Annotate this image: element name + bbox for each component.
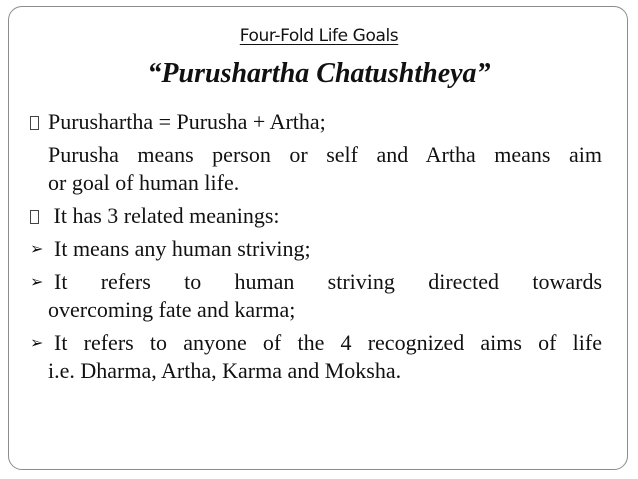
list-item (30, 329, 602, 385)
list-item (30, 268, 602, 324)
list-item (30, 235, 602, 263)
slide-title: Four-Fold Life Goals (239, 26, 399, 46)
list-item-text: It has 3 related meanings: (48, 203, 280, 228)
list-item-line: or goal of human life. (48, 170, 240, 195)
list-item (30, 108, 602, 136)
slide-body (30, 108, 602, 390)
slide-subtitle: “Purushartha Chatushtheya” (147, 58, 491, 89)
square-bullet-icon (30, 108, 48, 136)
arrow-bullet-icon: ➢ (30, 333, 44, 352)
list-item-line: It refers to anyone of the 4 recognized aims of life (54, 330, 602, 355)
arrow-bullet-icon: ➢ (30, 239, 44, 258)
list-item (30, 141, 602, 197)
list-item-line: overcoming fate and karma; (48, 297, 296, 322)
square-bullet-icon (30, 202, 48, 230)
list-item-text: Purushartha = Purusha + Artha; (48, 109, 326, 134)
list-item-line: It refers to human striving directed towards (54, 269, 602, 294)
arrow-bullet-icon: ➢ (30, 272, 44, 291)
list-item (30, 202, 602, 230)
list-item-line: Purusha means person or self and Artha means aim (48, 142, 602, 167)
list-item-text: It means any human striving; (54, 236, 311, 261)
list-item-line: i.e. Dharma, Artha, Karma and Moksha. (48, 358, 402, 383)
